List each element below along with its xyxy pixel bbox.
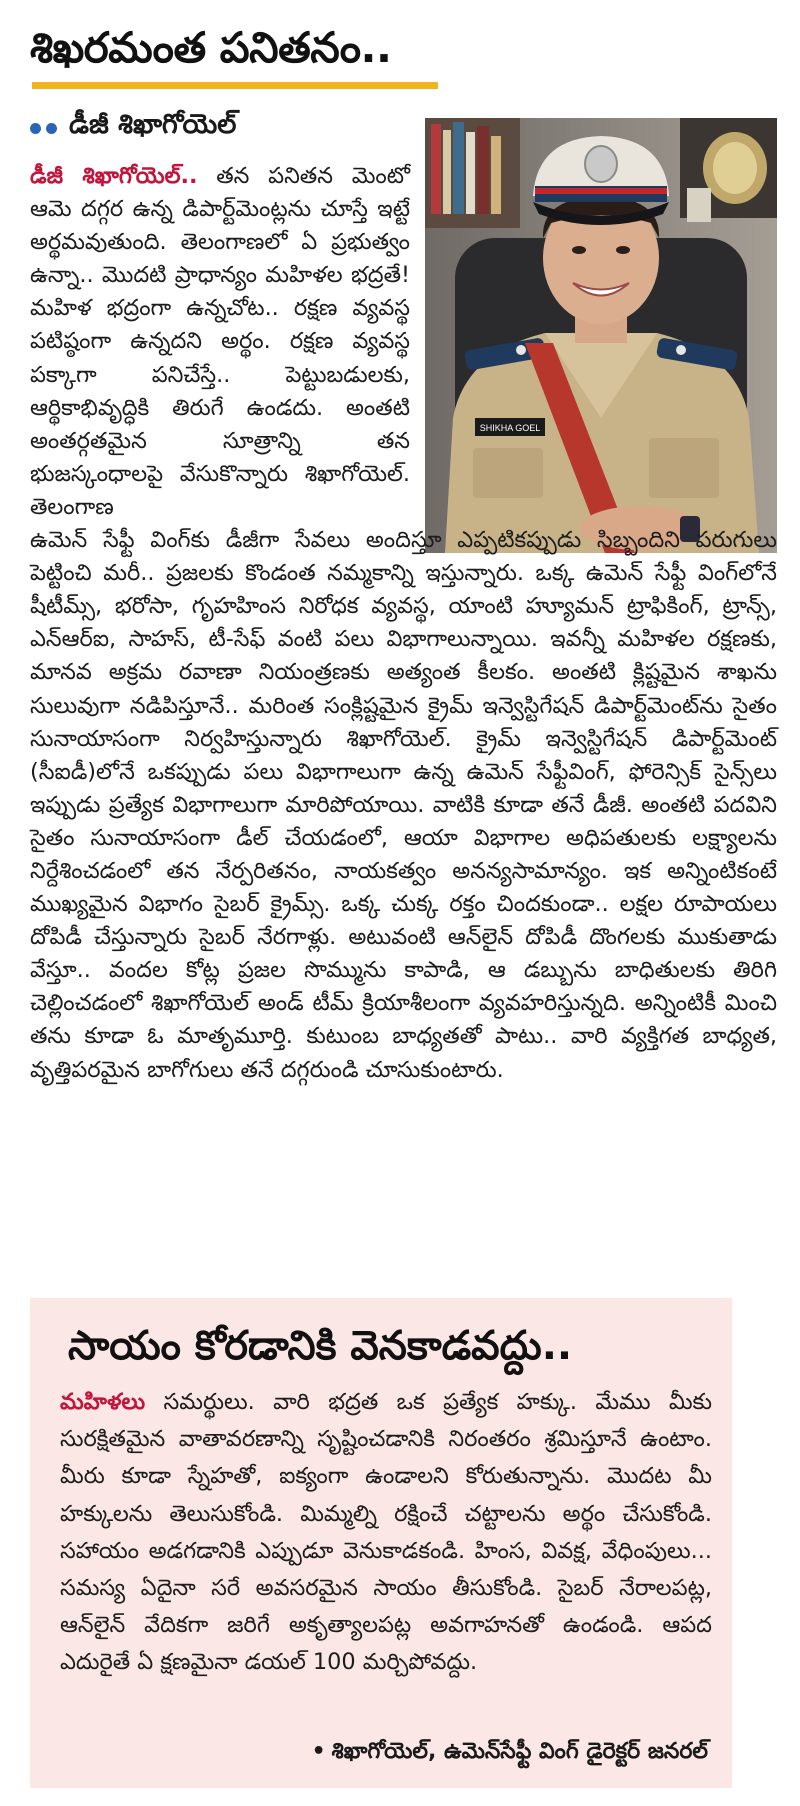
headline-underline [32,82,438,89]
quote-signature [312,1739,708,1769]
quote-box [30,1298,732,1788]
article-intro-text: తన పనితన మెంటో ఆమె దగ్గర ఉన్న డిపార్ట్‌మెంట్లను చూస్తే ఇట్టే అర్థమవుతుంది. తెలంగాణలో ఏ ప్రభుత్వం ఉన్నా.. మొదటి ప్రాధాన్యం మహిళల భద్రతే! మహిళ భద్రంగా ఉన్నచోట.. రక్షణ వ్యవస్థ పటిష్ఠంగా ఉన్నదని అర్థం. రక్షణ వ్యవస్థ పక్కాగా పనిచేస్తే.. పెట్టుబడులకు, ఆర్థికాభివృద్ధికి తిరుగే ఉండదు. అంతటి అంతర్గతమైన సూత్రాన్ని తన భుజస్కంధాలపై వేసుకొన్నారు శిఖాగోయెల్. తెలంగాణ [30,163,410,520]
article-continuation: ఉమెన్ సేఫ్టీ వింగ్‌కు డీజీగా సేవలు అందిస్తూ ఎప్పటికప్పుడు సిబ్బందిని పరుగులు పెట్టించి మరీ.. ప్రజలకు కొండంత నమ్మకాన్ని ఇస్తున్నారు. ఒక్క ఉమెన్ సేఫ్టీ వింగ్‌లోనే షీటీమ్స్, భరోసా, గృహహింస నిరోధక వ్యవస్థ, యాంటి హ్యూమన్ ట్రాఫికింగ్, ట్రాన్స్, ఎన్ఆర్ఐ, సాహస్, టీ-సేఫ్ వంటి పలు విభాగాలున్నాయి. ఇవన్నీ మహిళల రక్షణకు, మానవ అక్రమ రవాణా నియంత్రణకు అత్యంత కీలకం. అంతటి క్లిష్టమైన శాఖను సులువుగా నడిపిస్తూనే.. మరింత సంక్లిష్టమైన క్రైమ్ ఇన్వెస్టిగేషన్ డిపార్ట్‌మెంట్‌ను సైతం సునాయాసంగా నిర్వహిస్తున్నారు శిఖాగోయెల్. క్రైమ్ ఇన్వెస్టిగేషన్ డిపార్ట్‌మెంట్ (సీఐడీ)లోనే ఒకప్పుడు పలు విభాగాలుగా ఉన్న ఉమెన్ సేఫ్టీవింగ్, ఫోరెన్సిక్ సైన్స్‌లు ఇప్పుడు ప్రత్యేక విభాగాలుగా మారిపోయాయి. వాటికి కూడా తనే డీజీ. అంతటి పదవిని సైతం సునాయాసంగా డీల్ చేయడంలో, ఆయా విభాగాల అధిపతులకు లక్ష్యాలను నిర్దేశించడంలో తన నేర్పరితనం, నాయకత్వం అనన్యసామాన్యం. ఇక అన్నింటికంటే ముఖ్యమైన విభాగం సైబర్ క్రైమ్స్. ఒక్క చుక్క రక్తం చిందకుండా.. లక్షల రూపాయలు దోపిడీ చేస్తున్నారు సైబర్ నేరగాళ్లు. అటువంటి ఆన్‌లైన్ దోపిడీ దొంగలకు ముకుతాడు వేస్తూ.. వందల కోట్ల ప్రజల సొమ్మును కాపాడి, ఆ డబ్బును బాధితులకు తిరిగి చెల్లించడంలో శిఖాగోయెల్ అండ్ టీమ్ క్రియాశీలంగా వ్యవహరిస్తున్నది. అన్నింటికీ మించి తను కూడా ఓ మాతృమూర్తి. కుటుంబ బాధ్యతతో పాటు.. వారి వ్యక్తిగత బాధ్యత, వృత్తిపరమైన బాగోగులు తనే దగ్గరుండి చూసుకుంటారు. [30,527,777,1083]
photo-name-tag: SHIKHA GOEL [479,423,541,433]
headline: శిఖరమంత పనితనం.. [30,23,392,72]
bullet-icon: • [311,1739,326,1764]
quote-signature-text: శిఖాగోయెల్, ఉమెన్‌సేఫ్టీ వింగ్ డైరెక్టర్ జనరల్ [331,1739,708,1764]
quote-box-body [60,1384,712,1682]
quote-box-lead: మహిళలు [60,1389,146,1415]
byline [30,108,236,148]
byline-text: డీజీ శిఖాగోయెల్ [69,109,237,140]
quote-box-title: సాయం కోరడానికి వెనకాడవద్దు.. [68,1323,573,1369]
quote-box-text: సమర్థులు. వారి భద్రత ఒక ప్రత్యేక హక్కు. మేము మీకు సురక్షితమైన వాతావరణాన్ని సృష్టించడానికి నిరంతరం శ్రమిస్తూనే ఉంటాం. మీరు కూడా స్నేహతో, ఐక్యంగా ఉండాలని కోరుతున్నాను. మొదట మీ హక్కులను తెలుసుకోండి. మిమ్మల్ని రక్షించే చట్టాలను అర్థం చేసుకోండి. సహాయం అడగడానికి ఎప్పుడూ వెనుకాడకండి. హింస, వివక్ష, వేధింపులు... సమస్య ఏదైనా సరే అవసరమైన సాయం తీసుకోండి. సైబర్ నేరాలపట్ల, ఆన్‌లైన్ వేదికగా జరిగే అకృత్యాలపట్ల అవగాహనతో ఉండండి. ఆపద ఎదురైతే ఏ క్షణమైనా డయల్ 100 మర్చిపోవద్దు. [60,1389,712,1676]
bullet-dots-icon [30,123,57,134]
article-lead: డీజీ శిఖాగోయెల్.. [30,163,198,189]
article-body [30,160,777,1087]
article-intro [30,160,410,524]
